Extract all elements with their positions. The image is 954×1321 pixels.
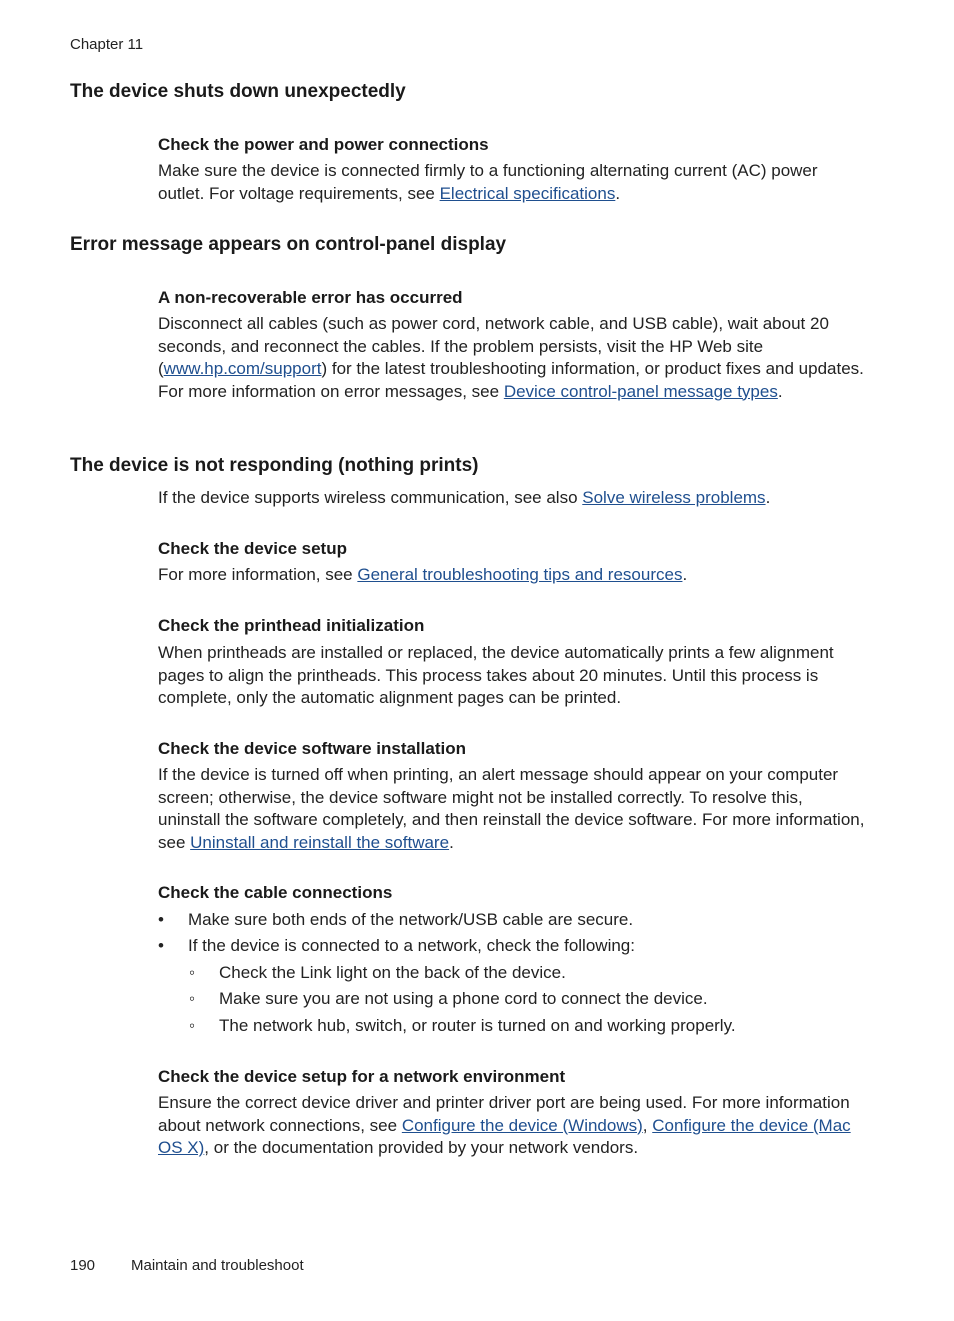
link-hp-support[interactable]: www.hp.com/support bbox=[163, 359, 322, 378]
link-solve-wireless-problems[interactable]: Solve wireless problems bbox=[582, 488, 766, 507]
paragraph-network: Ensure the correct device driver and printer driver port are being used. For more information about network connections, see Configure the device (Windows), Configure the device (Mac OS X), or the documentation provided by your network vendors. bbox=[158, 1093, 851, 1157]
subsection-title-printhead: Check the printhead initialization bbox=[158, 616, 425, 635]
link-uninstall-reinstall[interactable]: Uninstall and reinstall the software bbox=[190, 832, 450, 852]
link-general-troubleshooting[interactable]: General troubleshooting tips and resources bbox=[357, 565, 683, 584]
paragraph-non-recoverable: Disconnect all cables (such as power cord, network cable, and USB cable), wait about 20 seconds, and reconnect the cables. If the problem persists, visit the HP Web site (www.hp.com/support) for the latest troubleshooting information, or product fixes and updates. For more information on error messages, see Device control-panel message types. bbox=[158, 314, 864, 401]
paragraph-device-setup: For more information, see General troubleshooting tips and resources. bbox=[158, 565, 688, 584]
subsection-title-device-setup: Check the device setup bbox=[158, 539, 347, 558]
list-item: • If the device is connected to a network, check the following: bbox=[158, 936, 635, 955]
subsection-title-power: Check the power and power connections bbox=[158, 135, 489, 154]
link-electrical-specifications[interactable]: Electrical specifications bbox=[439, 183, 616, 203]
section-title-shuts-down: The device shuts down unexpectedly bbox=[70, 81, 406, 102]
list-item: • Make sure both ends of the network/USB cable are secure. bbox=[158, 910, 634, 929]
sub-list-item: ◦ Make sure you are not using a phone cord to connect the device. bbox=[189, 989, 708, 1008]
subsection-title-cable: Check the cable connections bbox=[158, 883, 393, 902]
sub-list-item: ◦ The network hub, switch, or router is turned on and working properly. bbox=[189, 1016, 736, 1035]
paragraph-printhead: When printheads are installed or replaced, the device automatically prints a few alignment pages to align the printheads. This process takes about 20 minutes. Until this process is complete, only the automatic alignment pages can be printed. bbox=[158, 643, 834, 707]
sub-bullet-marker: ◦ bbox=[189, 963, 196, 982]
section-title-error-message: Error message appears on control-panel display bbox=[70, 234, 507, 255]
section-title-not-responding: The device is not responding (nothing prints) bbox=[70, 455, 479, 476]
paragraph-software: If the device is turned off when printing, an alert message should appear on your computer screen; otherwise, the device software might not be installed correctly. To resolve this, uninstall the software completely, and then reinstall the device software. For more information, see Uninstall and reinstall the software. bbox=[158, 765, 865, 852]
footer-section: Maintain and troubleshoot bbox=[131, 1257, 304, 1274]
sub-bullet-marker: ◦ bbox=[189, 1016, 196, 1035]
subsection-title-software: Check the device software installation bbox=[158, 739, 466, 758]
paragraph-power: Make sure the device is connected firmly to a functioning alternating current (AC) power outlet. For voltage requirements, see Electrical specifications. bbox=[158, 161, 818, 203]
chapter-label: Chapter 11 bbox=[70, 36, 144, 53]
sub-bullet-marker: ◦ bbox=[189, 989, 196, 1008]
link-control-panel-message-types[interactable]: Device control-panel message types bbox=[503, 381, 778, 401]
bullet-marker: • bbox=[158, 936, 164, 955]
bullet-marker: • bbox=[158, 910, 164, 929]
page-number: 190 bbox=[70, 1257, 96, 1274]
link-configure-mac[interactable]: Configure the device (Mac OS X) bbox=[158, 1115, 851, 1157]
paragraph-wireless-intro: If the device supports wireless communication, see also Solve wireless problems. bbox=[158, 488, 771, 507]
sub-list-item: ◦ Check the Link light on the back of the device. bbox=[189, 963, 566, 982]
subsection-title-network: Check the device setup for a network environment bbox=[158, 1067, 566, 1086]
subsection-title-non-recoverable: A non-recoverable error has occurred bbox=[158, 288, 463, 307]
link-configure-windows[interactable]: Configure the device (Windows) bbox=[401, 1115, 643, 1135]
